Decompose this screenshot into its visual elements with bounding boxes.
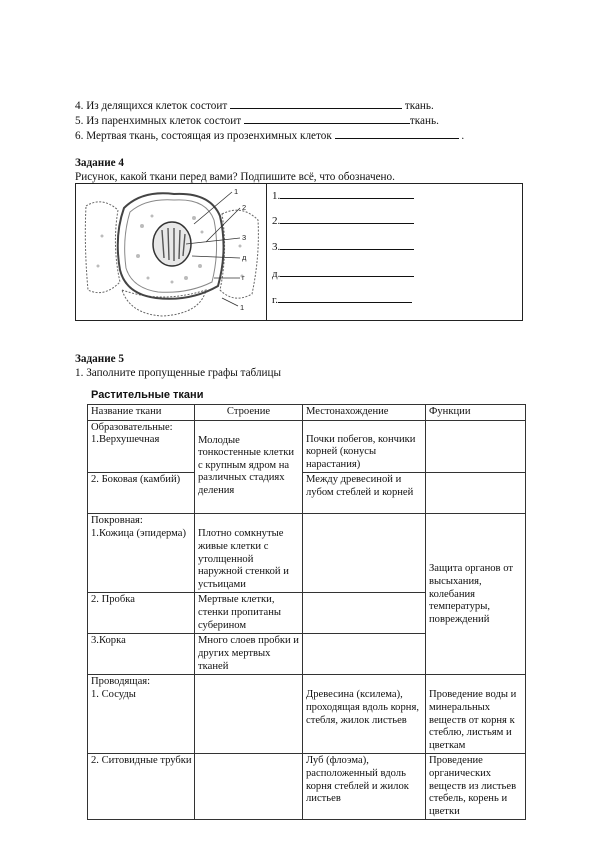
- tissue-apical: 1.Верхушечная: [91, 434, 160, 446]
- answer-blank-2-label: 2.: [272, 215, 281, 227]
- answer-blank-1-label: 1.: [272, 190, 281, 202]
- cell-crust-location[interactable]: [303, 634, 426, 675]
- structure-epidermis: Плотно сомкнутые живые клетки с утолщенной наружной стенкой и устьицами: [198, 528, 289, 590]
- answer-blank-g-label: г.: [272, 294, 279, 306]
- answer-blank-3-label: 3.: [272, 241, 281, 253]
- header-tissue-name: Название ткани: [88, 405, 195, 421]
- cell-lateral-function[interactable]: [426, 473, 526, 514]
- table-row-educational-1: [88, 420, 526, 473]
- item-4-text: 4. Из делящихся клеток состоит: [75, 100, 228, 112]
- item-5-blank[interactable]: [244, 113, 410, 124]
- cell-apical-function[interactable]: [426, 420, 526, 473]
- item-6-text: 6. Мертвая ткань, состоящая из прозенхимных клеток: [75, 130, 332, 142]
- group-name-conductive: Проводящая:: [91, 676, 151, 688]
- figure-label-d: д: [242, 253, 247, 262]
- table-title: Растительные ткани: [91, 389, 204, 401]
- figure-label-1-bottom: 1: [240, 303, 245, 312]
- cell-conductive-name: [88, 675, 195, 754]
- table-row-educational-2: [88, 473, 526, 514]
- bottom-neighbor-cell: [122, 290, 206, 316]
- plant-cell-figure: [82, 186, 262, 318]
- answer-blank-g[interactable]: [272, 292, 412, 306]
- answer-blank-2[interactable]: [272, 213, 414, 227]
- task-4-prompt: Рисунок, какой ткани перед вами? Подпишите всё, что обозначено.: [75, 171, 395, 183]
- figure-box: [75, 183, 523, 321]
- right-neighbor-cell: [220, 210, 258, 298]
- answer-blank-3[interactable]: [272, 239, 414, 253]
- item-5: [75, 113, 439, 128]
- task-5-title: Задание 5: [75, 353, 124, 365]
- task-5-instruction: 1. Заполните пропущенные графы таблицы: [75, 367, 282, 379]
- tissue-epidermis: 1.Кожица (эпидерма): [91, 527, 187, 539]
- cell-sieve-tubes-function: Проведение органических веществ из листьев стебель, корень и цветки: [426, 754, 526, 820]
- cell-cork-location[interactable]: [303, 593, 426, 634]
- cell-lateral-location: Между древесиной и лубом стеблей и корней: [303, 473, 426, 514]
- header-structure: Строение: [195, 405, 303, 421]
- figure-divider: [266, 184, 267, 320]
- cell-educational-structure: [195, 420, 303, 514]
- group-name-covering: Покровная:: [91, 515, 143, 527]
- table-row-conductive-1: [88, 675, 526, 754]
- cell-cork-structure: Мертвые клетки, стенки пропитаны суберином: [195, 593, 303, 634]
- item-6: [75, 128, 464, 143]
- figure-label-2: 2: [242, 203, 247, 212]
- cell-vessels-structure[interactable]: [195, 675, 303, 754]
- item-4-blank[interactable]: [230, 98, 402, 109]
- cell-sieve-tubes-name: 2. Ситовидные трубки: [88, 754, 195, 820]
- nucleus: [153, 222, 191, 266]
- header-location: Местонахождение: [303, 405, 426, 421]
- answer-blank-d[interactable]: [272, 266, 414, 280]
- plant-tissues-table: [87, 404, 526, 820]
- cell-epidermis-structure: [195, 514, 303, 593]
- cell-covering-name: [88, 514, 195, 593]
- table-header-row: [88, 405, 526, 421]
- item-4: [75, 98, 434, 113]
- cell-crust-structure: Много слоев пробки и других мертвых тканей: [195, 634, 303, 675]
- cell-vessels-function: [426, 675, 526, 754]
- cell-cork-name: 2. Пробка: [88, 593, 195, 634]
- item-5-text: 5. Из паренхимных клеток состоит: [75, 115, 242, 127]
- function-covering: Защита органов от высыхания, колебания температуры, повреждений: [429, 563, 513, 625]
- answer-blank-1[interactable]: [272, 188, 414, 202]
- group-name-educational: Образовательные:: [91, 421, 173, 433]
- cell-educational-name: [88, 420, 195, 473]
- cell-epidermis-location[interactable]: [303, 514, 426, 593]
- cell-sieve-tubes-location: Луб (флоэма), расположенный вдоль корня стеблей и жилок листьев: [303, 754, 426, 820]
- item-6-blank[interactable]: [335, 128, 459, 139]
- table-row-covering-1: [88, 514, 526, 593]
- table-row-conductive-2: [88, 754, 526, 820]
- cell-lateral-name: 2. Боковая (камбий): [88, 473, 195, 514]
- answer-blank-d-label: д.: [272, 268, 281, 280]
- structure-educational: Молодые тонкостенные клетки с крупным ядром на различных стадиях деления: [198, 434, 295, 496]
- location-apical: Почки побегов, кончики корней (конусы нарастания): [306, 433, 416, 470]
- cell-sieve-tubes-structure[interactable]: [195, 754, 303, 820]
- function-vessels: Проведение воды и минеральных веществ от корня к стеблю, листьям и цветкам: [429, 689, 517, 751]
- item-4-after: ткань.: [404, 100, 434, 112]
- tissue-vessels: 1. Сосуды: [91, 688, 136, 700]
- figure-label-3: 3: [242, 233, 247, 242]
- item-5-after: ткань.: [409, 115, 439, 127]
- figure-label-1-top: 1: [234, 187, 239, 196]
- item-6-after: .: [461, 130, 465, 142]
- figure-label-g: г: [242, 273, 245, 282]
- cell-crust-name: 3.Корка: [88, 634, 195, 675]
- cell-covering-function: [426, 514, 526, 675]
- location-vessels: Древесина (ксилема), проходящая вдоль корня, стебля, жилок листьев: [306, 689, 419, 726]
- left-neighbor-cell: [85, 202, 120, 293]
- cell-vessels-location: [303, 675, 426, 754]
- cell-apical-location: [303, 420, 426, 473]
- task-4-title: Задание 4: [75, 157, 124, 169]
- header-functions: Функции: [426, 405, 526, 421]
